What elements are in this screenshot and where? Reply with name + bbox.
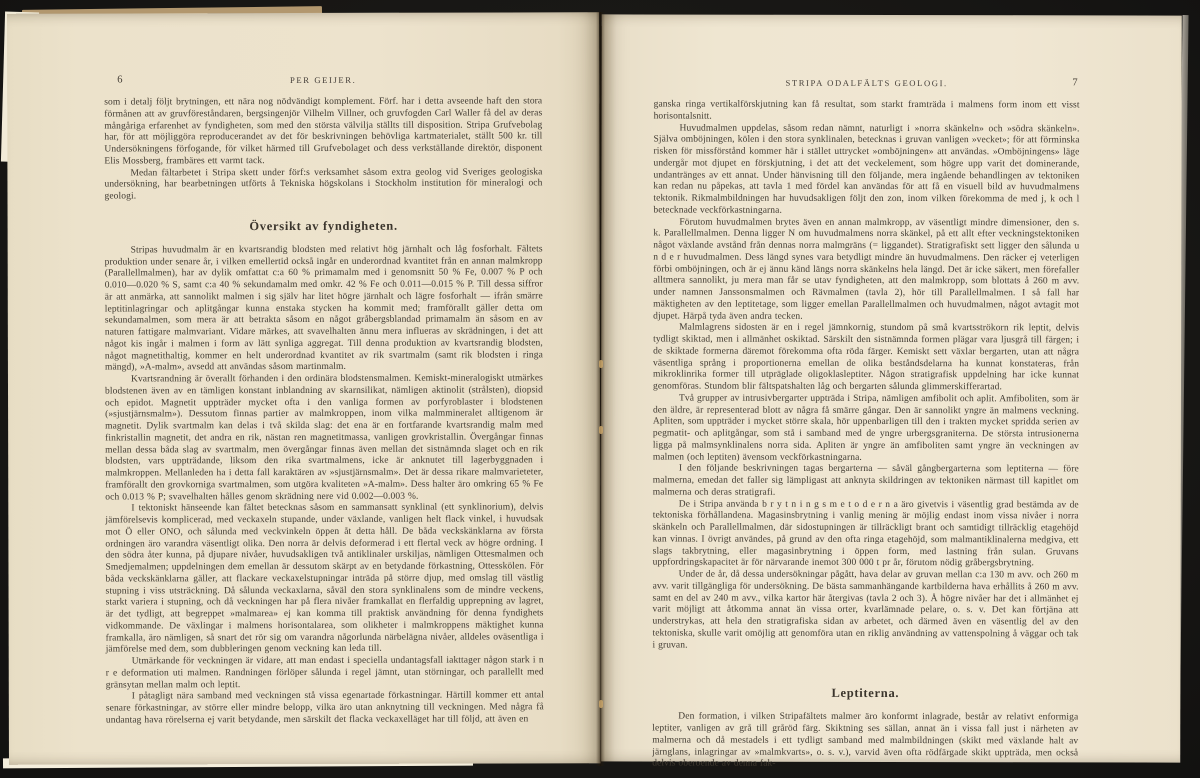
paragraph: Under de år, då dessa undersökningar pågått, hava delar av gruvan mellan c:a 130 m avv. och 260 m avv. varit tillgängliga för undersökning. De bästa sammanhängande kartbilderna hava erhållits å 260 m avv. samt en del av 240 m avv., vilka kartor här återgivas (tavla 2 och 3). Å högre nivåer har det i allmänhet ej varit möjligt att åtkomma annat än vissa orter, kvarlämnade pelare, o. s. v. Det kan förtjäna att understrykas, att hela den stratigrafiska sidan av arbetet, och därmed även en väsentlig del av den tektoniska, skulle varit omöjlig att genomföra utan en riklig användning av vattenspolning å väggar och tak i gruvan.	[652, 569, 1079, 651]
binding-stitch	[599, 360, 603, 368]
paragraph: Malmlagrens sidosten är en i regel jämnkornig, stundom på små kvartsströkorn rik leptit, delvis tydligt skiktad, men i allmänhet oskiktad. Särskilt den sistnämnda formen plägar vara ljusgrå till färgen; i de skiktade formerna däremot förekomma ofta röda färger. Kemiskt sett växlar bergarten, utan att några väsentliga språng i proportionerna emellan de olika beståndsdelarna ha kunnat konstateras, från mikroklinrika former till utpräglade oligoklasleptiter. Någon stratigrafisk uppdelning har icke kunnat genomföras. Stundom blir fältspatshalten låg och bergarten sålunda glimmerskifferartad.	[652, 322, 1080, 393]
paragraph: I tektoniskt hänseende kan fältet betecknas såsom en sammansatt synklinal (ett synklinorium), delvis jämförelsevis komplicerad, med veckaxeln stupande, under växlande, vanligen helt flack vinkel, i huvudsak mot Ö eller ONO, och sålunda med veckvinkeln öppen åt detta håll. De båda veckskänklarna av första ordningen äro varandra väsentligt olika. Den norra är delvis deformerad i ett flertal veck av högre ordning. I den södra åter kunna, på djupare nivåer, huvudsakligen två antiklinaler urskiljas, nämligen Ottesmalmen och Smedjemalmen; uppdelningen dem emellan är dessutom skärpt av en betydande förkastning, Ottesskölen. För båda veckskänklarna gäller, att flackare veckaxelstupningar inträda på större djup, med omslag till västlig stupning i viss utsträckning. Då sålunda veckaxlarna, såväl den stora synklinalens som de mindre veckens, starkt variera i stupning, och då veckningen har på flera nivåer framkallat en flerfaldig upprepning av lagret, är det tydligt, att begreppet »malmarea» ej kan komma till praktisk användning för denna fyndighets vidkommande. De växlingar i malmens horisontalarea, som olikheter i malmkroppens mäktighet kunna framkalla, äro nämligen, så snart det rör sig om varandra någorlunda närbelägna nivåer, alldeles oväsentliga i jämförelse med dem, som dubbleringen genom veckning kan leda till.	[105, 502, 544, 655]
text-area-right	[652, 78, 1079, 772]
paragraph: Huvudmalmen uppdelas, såsom redan nämnt, naturligt i »norra skänkeln» och »södra skänkeln». Själva omböjningen, kölen i den stora synklinalen, betecknas i gruvan vanligen »vecket»; för att förminska risken för missförstånd kommer här i stället uttrycket »omböjningen» att användas. »Omböjningens» läge undergår mot djupet en förskjutning, i det att det veckelement, som högre upp varit det dominerande, undantränges av ett annat. Under hänvisning till den följande, mera ingående behandlingen av tektoniken kan redan nu påpekas, att tavla 1 med fördel kan användas för att få en visuell bild av huvudmalmens tektonik. Rikmalmbildningen har huvudsakligen följt den zon, inom vilken förekomma de med j, k och l betecknade veckförkastningarna.	[653, 123, 1080, 216]
section-heading: Översikt av fyndigheten.	[249, 218, 398, 233]
paragraph: som i detalj följt brytningen, ett nära nog nödvändigt komplement. Förf. har i detta avseende haft den stora förmånen att av gruvföreståndaren, bergsingenjör Vilhelm Villner, och gruvfogden Carl Waller få del av deras mångåriga erfarenhet av fyndigheten, som med den största välvilja ställts till disposition. Stripa Grufvebolag har, för att möjliggöra reproducerandet av det för beskrivningen behövliga kartmaterialet, ställt 500 kr. till Undersökningens förfogande, för vilket härmed till Grufvebolaget och dess verkställande direktör, disponent Elis Mossberg, frambäres ett varmt tack.	[104, 96, 543, 167]
paragraph: Medan fältarbetet i Stripa skett under förf:s verksamhet såsom extra geolog vid Sveriges geologiska undersökning, har bearbetningen utförts å Tekniska högskolans i Stockholm institution för mineralogi och geologi.	[104, 166, 543, 202]
binding-stitch	[599, 426, 603, 434]
page-right	[600, 14, 1182, 770]
page-header-right	[654, 78, 1080, 92]
paragraph: Kvartsrandning är överallt förhanden i den ordinära blodstensmalmen. Kemiskt-mineralogiskt utmärkes blodstenen även av en tämligen konstant inblandning av skarnsilikat, nämligen aktinolit (strålsten), diopsid och epidot. Magnetit uppträder mycket ofta i den vanliga formen av porfyroblaster i blodstenen (»sjustjärnsmalm»). Dessutom finnas partier av malmkroppen, inom vilka malmmineralet alltigenom är magnetit. Dylik svartmalm kan delas i två skilda slag: det ena är en fortfarande kvartsrandig malm med finkristallin magnetit, det andra en rik, nästan ren magnetitmassa, vanligen grovkristallin. Övergångar finnas mellan dessa båda slag av svartmalm, men övergångar finnas även mellan det sistnämnda slaget och en rik blodsten, vars uppträdande, liksom den rika svartmalmens, icke är anknutet till lagerbyggnaden i malmkroppen. Mellanleden ha i detta fall karaktären av »sjustjärnsmalm». Det är dessa rikare malmvarieteter, framförallt den grovkorniga svartmalmen, som utgöra kvaliteten »A-malm». Dess halter äro omkring 65 % Fe och 0.013 % P; svavelhalten hålles genom skrädning nere vid 0.002—0.003 %.	[104, 373, 544, 503]
page-number-right: 7	[1072, 77, 1078, 89]
paragraph: Två grupper av intrusivbergarter uppträda i Stripa, nämligen amfibolit och aplit. Amfiboliten, som är den äldre, är representerad blott av några få smärre gångar. Den är sannolikt yngre än malmens veckning. Apliten, som uppträder i mycket större skala, hör uppenbarligen till den i trakten mycket spridda serien av pegmatit- och aplitgångar, som stå i samband med de yngre urbergsgraniterna. De största intrusionerna ligga på malmsynklinalens norra sida. Apliten är yngre än amfiboliten samt yngre än veckningen av malmen (och leptiten) ävensom veckförkastningarna.	[652, 393, 1079, 463]
gutter-shadow	[596, 12, 605, 766]
paragraph: De i Stripa använda b r y t n i n g s m e t o d e r n a äro givetvis i väsentlig grad bestämda av de tektoniska förhållandena. Magasinsbrytning i vanlig mening är möjlig endast inom vissa nivåer i norra skänkeln och Parallellmalmen, där sidostupningen är tillräckligt brant och samtidigt tillräcklig etagehöjd kan vinnas. I övrigt användes, på grund av den ofta ringa etagehöjd, som malmantiklinalerna medgiva, ett slags takbrytning, eller magasinbrytning i öppen form, med lastning från sulan. Gruvans uppfordringskapacitet är för närvarande inemot 300 000 t pr år, förutom nödig gråbergsbrytning.	[652, 499, 1079, 569]
page-body-left	[104, 96, 544, 727]
binding-stitch	[599, 700, 603, 708]
paragraph: I den följande beskrivningen tagas bergarterna — såväl gångbergarterna som leptiterna — före malmerna, emedan det faller sig lämpligast att anknyta skildringen av tektoniken närmast till kapitlet om malmerna och deras stratigrafi.	[652, 463, 1079, 498]
page-left	[7, 12, 601, 765]
paragraph: Stripas huvudmalm är en kvartsrandig blodsten med relativt hög järnhalt och låg fosforhalt. Fältets produktion under senare år, i vilken emellertid också ingår en underordnad kvantitet från en annan malmkropp (Parallellmalmen), har av dylik omfattat c:a 60 % primamalm med i genomsnitt 50 % Fe, 0.007 % P och 0.010—0.020 % S, samt c:a 40 % sekundamalm med omkr. 42 % Fe och 0.011—0.015 % P. Till dessa siffror är att anmärka, att sannolikt malmen i sig själv har litet högre järnhalt och lägre fosforhalt — ifrån smärre leptitinlagringar och aplitgångar kunna enstaka stycken ha kommit med; framförallt gäller detta om sekundamalmen, som mera är att betrakta såsom en något gråbergsblandad primamalm än såsom en av naturen fattigare malmvariant. Vidare märkes, att svavelhalten ännu mera influeras av skrädningen, i det att något kis ingår i malmen i form av lätt synliga aggregat. Till denna produktion av kvartsrandig blodsten, något magnetithaltig, kommer en helt underordnad kvantitet av rik svartmalm (samt rik blodsten i ringa mängd), »A-malm», avsedd att användas såsom martinmalm.	[104, 244, 543, 373]
page-header-left	[104, 74, 542, 88]
paragraph: ganska ringa vertikalförskjutning kan få resultat, som starkt framträda i malmens form inom ett visst horisontalsnitt.	[653, 99, 1080, 122]
paragraph: Utmärkande för veckningen är vidare, att man endast i speciella undantagsfall iakttager någon stark i n r e deformation uti malmen. Randningen förlöper sålunda i regel jämnt, utan störningar, och parallellt med gränsytan mellan malm och leptit.	[105, 655, 544, 691]
running-title-right: STRIPA ODALFÄLTS GEOLOGI.	[785, 77, 948, 89]
section-heading: Leptiterna.	[831, 686, 900, 701]
page-body-right	[652, 100, 1079, 772]
running-title-left: PER GEIJER.	[290, 74, 357, 86]
paragraph: I påtagligt nära samband med veckningen stå vissa egenartade förkastningar. Härtill kommer ett antal senare förkastningar, av större eller mindre belopp, vilka äro utan anknytning till veckningen. Med några få undantag hava rörelserna ej varit betydande, men särskilt det flacka veckaxelläget har till följd, att även en	[105, 690, 544, 726]
text-area-left	[104, 74, 544, 727]
page-number-left: 6	[117, 74, 123, 86]
paragraph: Förutom huvudmalmen brytes även en annan malmkropp, av väsentligt mindre dimensioner, den s. k. Parallellmalmen. Denna ligger N om huvudmalmens norra skänkel, på ett allt efter veckningstektoniken något växlande avstånd från dennas norra malmgräns (= liggandet). Stratigrafiskt sett ligger den sålunda u n d e r huvudmalmen. Dess längd synes vara betydligt mindre än huvudmalmens. Den räcker ej veterligen förbi omböjningen, och är ej ännu känd längs norra skänkelns hela längd. Det är icke säkert, men förefaller alltmera sannolikt, ju mera man får se utav fyndigheten, att den malmkropp, som blottats å 260 m avv. under namnen Janssonsmalmen och Rävmalmen (tavla 2), hör till Parallellmalmen. I så fall har mäktigheten av den leptitetage, som ligger emellan Parallellmalmen och huvudmalmen, något avtagit mot djupet. Härpå tyda även andra tecken.	[653, 217, 1080, 322]
paragraph: Den formation, i vilken Stripafältets malmer äro konformt inlagrade, består av relativt enformiga leptiter, vanligen av grå till gråröd färg. Skiktning ses sällan, annat än i vissa fall just i närheten av malmerna och då mestadels i ett tydligt samband med malmbildningen (skikt med växlande halt av järnglans, inlagringar av »malmkvarts», o. s. v.), varvid även ofta rödfärgade skikt uppträda, men också delvis oberoende av denna fak-	[652, 711, 1079, 770]
